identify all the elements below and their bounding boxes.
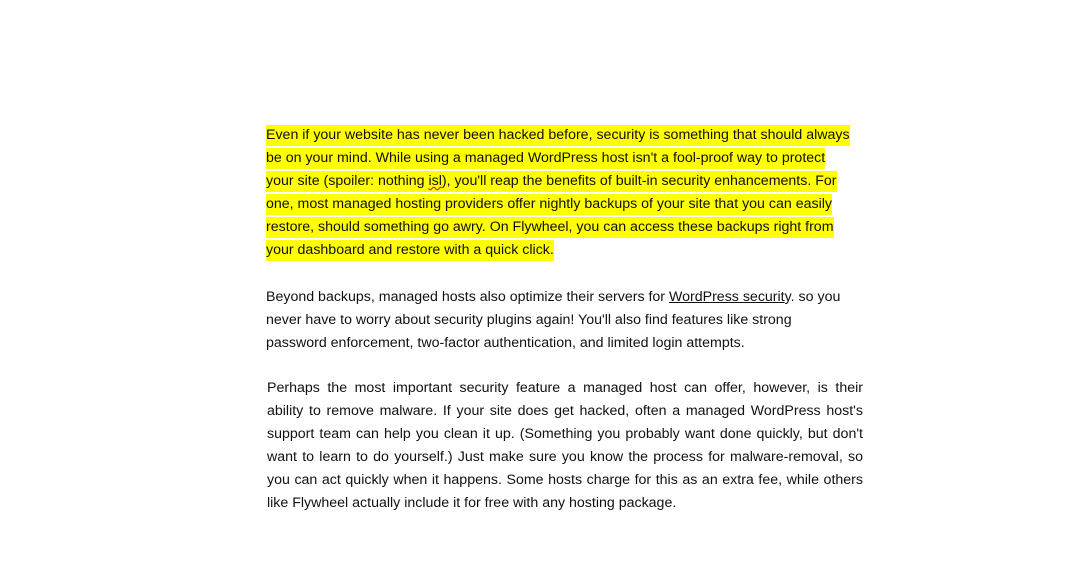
misspelled-word[interactable]: isl <box>428 173 442 189</box>
body-text: want to learn to do yourself.) Just make sure you know the process for malware-removal, so <box>267 449 863 465</box>
highlighted-text: restore, should something go awry. On Flywheel, you can access these backups right from <box>266 217 834 238</box>
paragraph-security-intro[interactable] <box>266 124 863 262</box>
body-text: ability to remove malware. If your site does get hacked, often a managed WordPress host's <box>267 403 863 419</box>
highlighted-text: Even if your website has never been hacked before, security is something that should always <box>266 125 850 146</box>
highlighted-text: be on your mind. While using a managed WordPress host isn't a fool-proof way to protect <box>266 148 825 169</box>
body-text: Perhaps the most important security feature a managed host can offer, however, is their <box>267 380 863 396</box>
body-text: y. so you <box>784 289 841 305</box>
body-text: Beyond backups, managed hosts also optimize their servers for <box>266 289 669 305</box>
paragraph-backups[interactable] <box>266 286 863 355</box>
highlighted-text: one, most managed hosting providers offer nightly backups of your site that you can easily <box>266 194 832 215</box>
document-page <box>266 124 863 511</box>
highlighted-text: your dashboard and restore with a quick click. <box>266 240 554 261</box>
body-text: like Flywheel actually include it for free with any hosting package. <box>267 495 677 511</box>
paragraph-malware[interactable] <box>267 377 863 515</box>
body-text: password enforcement, two-factor authentication, and limited login attempts. <box>266 335 745 351</box>
highlighted-text: your site (spoiler: nothing <box>266 173 429 189</box>
wordpress-security-link[interactable]: WordPress securit <box>668 289 785 305</box>
body-text: support team can help you clean it up. (Something you probably want done quickly, but don't <box>267 426 863 442</box>
body-text: never have to worry about security plugins again! You'll also find features like strong <box>266 312 792 328</box>
body-text: you can act quickly when it happens. Some hosts charge for this as an extra fee, while others <box>267 472 863 488</box>
highlighted-text: ), you'll reap the benefits of built-in security enhancements. For <box>441 173 837 189</box>
